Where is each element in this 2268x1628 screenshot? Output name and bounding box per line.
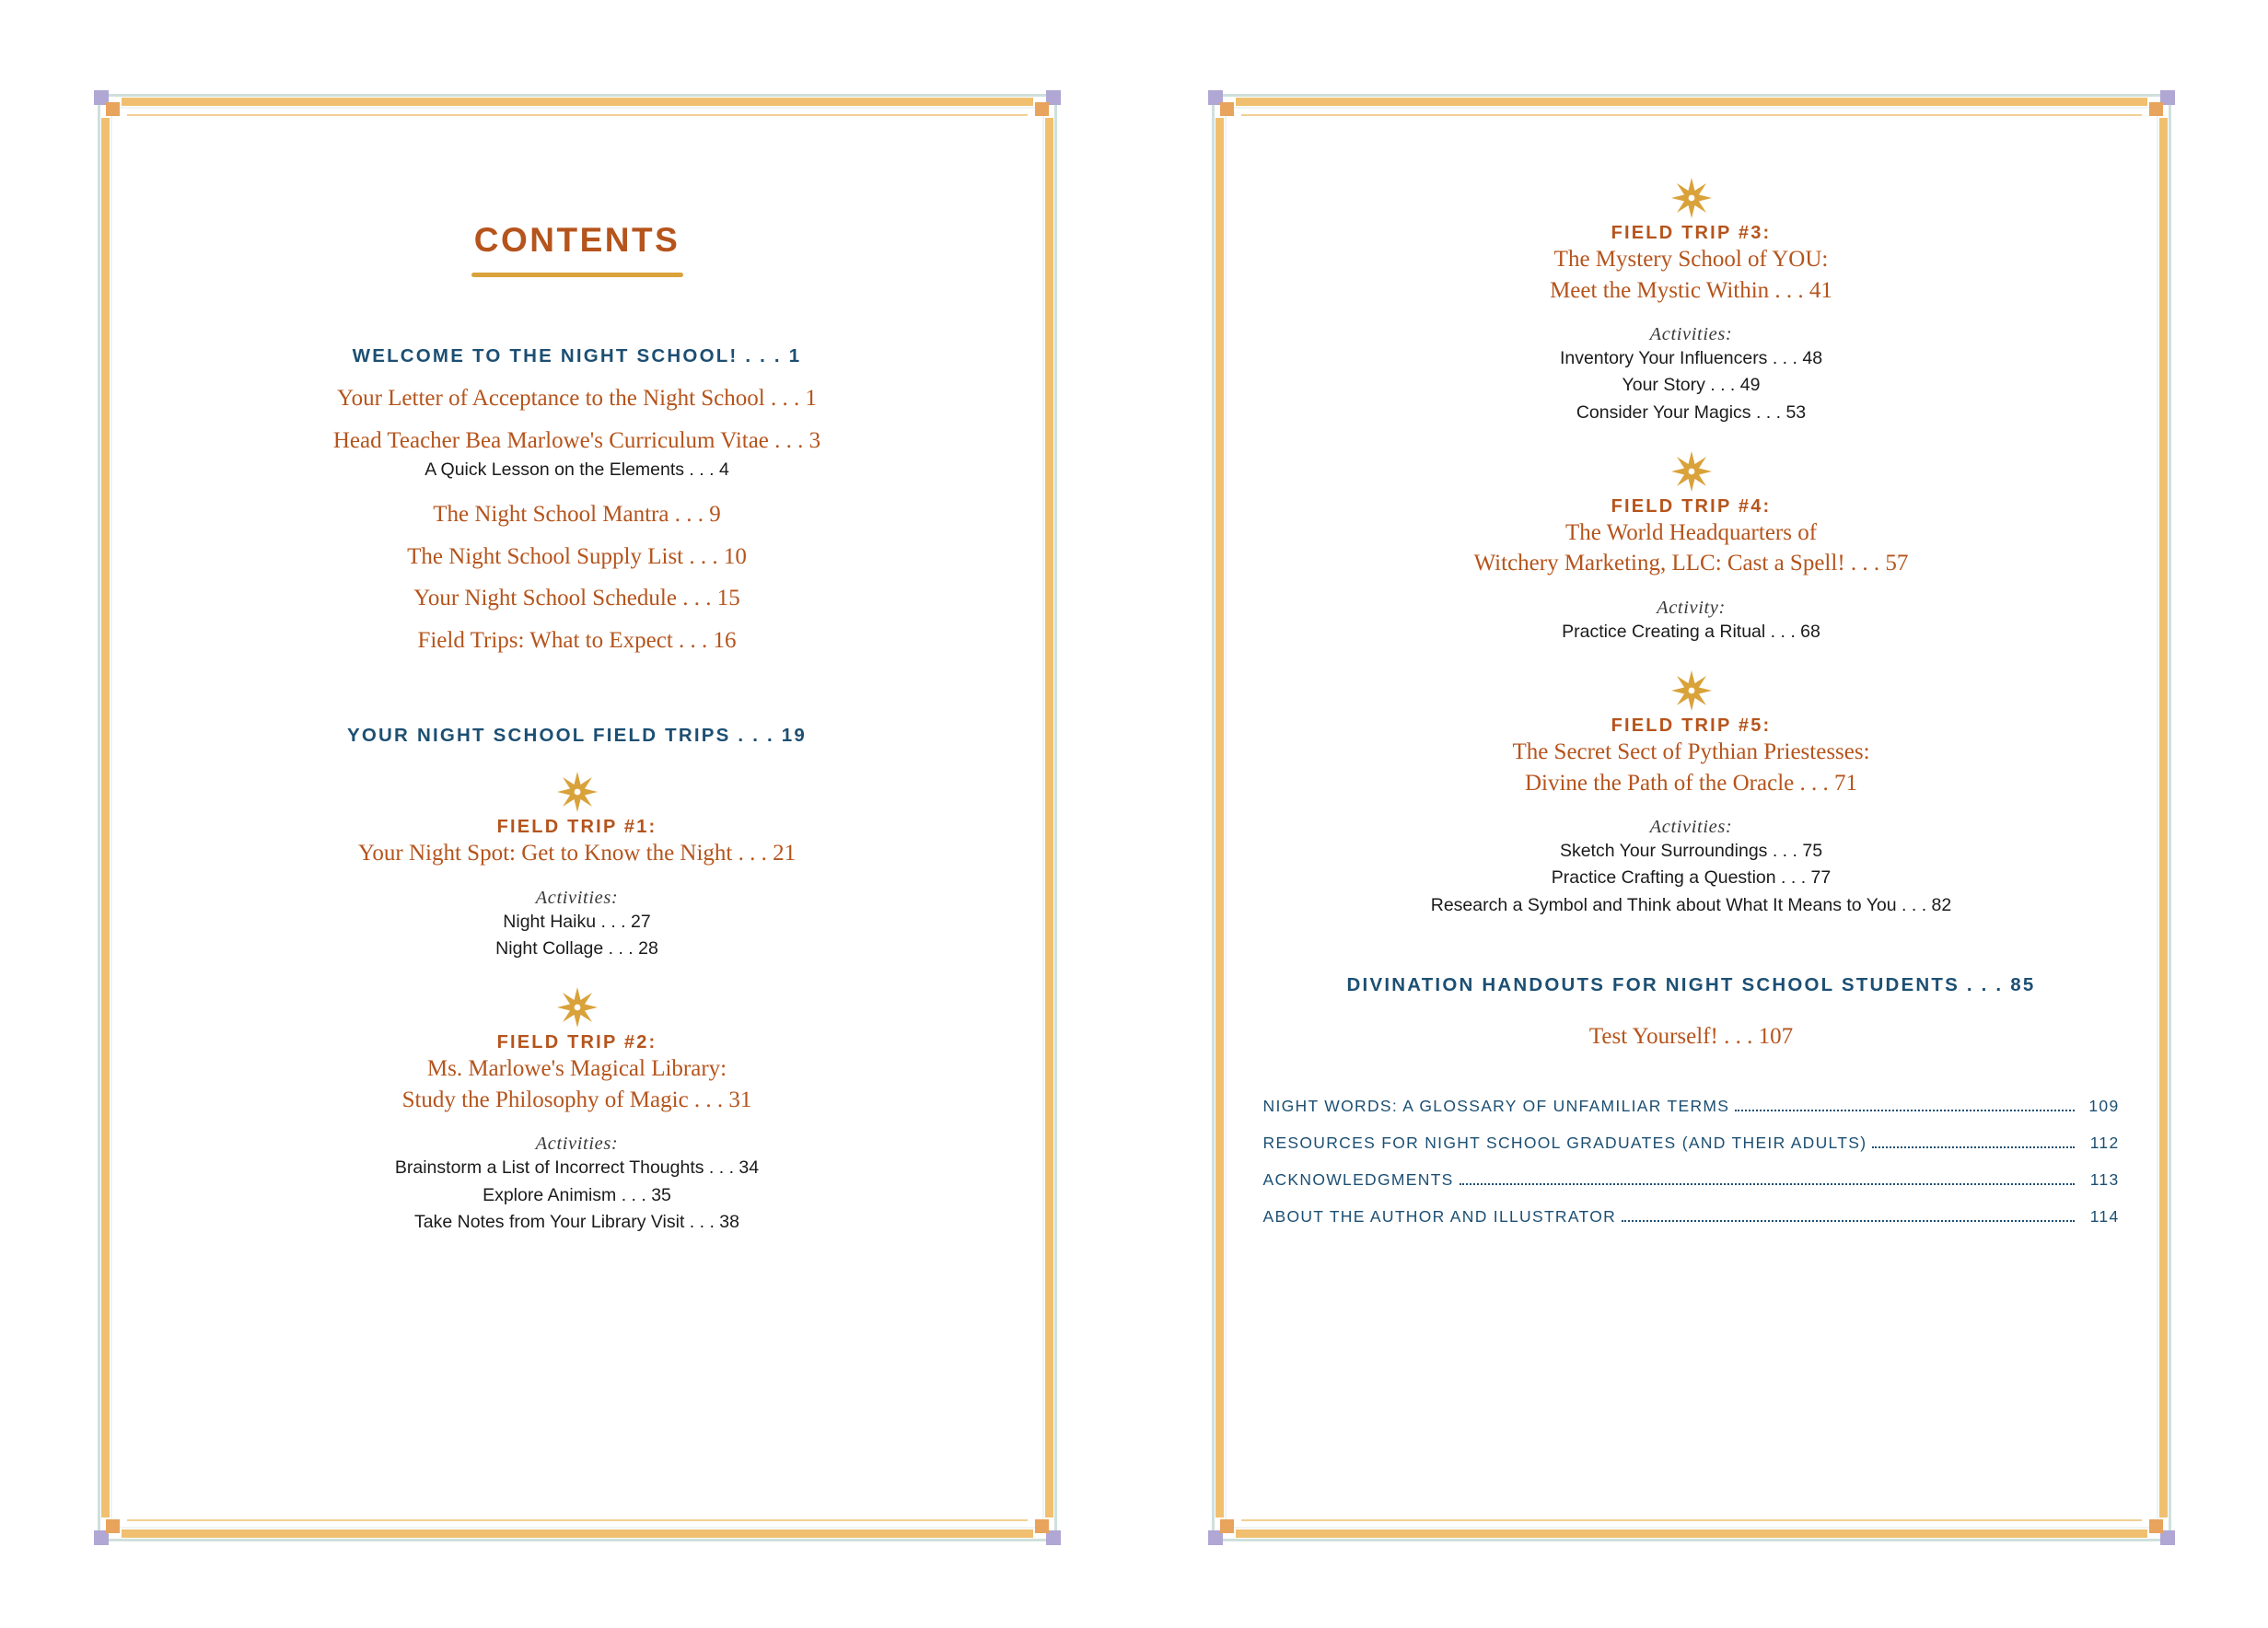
field-trip-title[interactable]: Witchery Marketing, LLC: Cast a Spell! . . . 57 xyxy=(1473,551,1909,576)
field-trip-label: FIELD TRIP #2: xyxy=(496,1032,657,1053)
left-page-content xyxy=(149,136,1006,1499)
activity-entry[interactable]: Consider Your Magics . . . 53 xyxy=(1576,401,1807,423)
toc-entry[interactable]: The Night School Supply List . . . 10 xyxy=(407,543,747,569)
activity-entry[interactable]: Take Notes from Your Library Visit . . . 38 xyxy=(414,1211,739,1232)
section-heading-divination-handouts[interactable]: DIVINATION HANDOUTS FOR NIGHT SCHOOL STUDENTS . . . 85 xyxy=(1346,973,2036,995)
star-icon xyxy=(1670,669,1713,712)
back-matter-row[interactable] xyxy=(1263,1170,2120,1191)
activity-entry[interactable]: Sketch Your Surroundings . . . 75 xyxy=(1559,841,1823,861)
toc-entry[interactable]: Your Night School Schedule . . . 15 xyxy=(413,586,740,611)
back-matter-page: 109 xyxy=(2088,1097,2120,1116)
right-page xyxy=(1199,81,2184,1554)
field-trip-title[interactable]: Your Night Spot: Get to Know the Night . . . 21 xyxy=(357,841,797,866)
activities-label: Activities: xyxy=(1649,324,1733,344)
star-icon xyxy=(1670,450,1713,493)
star-icon xyxy=(556,986,599,1029)
field-trip-title[interactable]: The Mystery School of YOU: xyxy=(1553,247,1829,272)
dot-leader xyxy=(1735,1110,2074,1111)
dot-leader xyxy=(1872,1146,2074,1148)
back-matter-row[interactable] xyxy=(1263,1134,2120,1154)
left-page xyxy=(85,81,1070,1554)
dot-leader xyxy=(1460,1183,2075,1185)
field-trip-title[interactable]: The Secret Sect of Pythian Priestesses: xyxy=(1512,739,1870,764)
activity-entry[interactable]: Inventory Your Influencers . . . 48 xyxy=(1559,348,1823,368)
toc-subentry[interactable]: A Quick Lesson on the Elements . . . 4 xyxy=(425,459,729,480)
section-heading-field-trips[interactable]: YOUR NIGHT SCHOOL FIELD TRIPS . . . 19 xyxy=(347,725,807,747)
corner-ornament-bottom-left xyxy=(94,1518,122,1545)
section-heading-welcome[interactable]: WELCOME TO THE NIGHT SCHOOL! . . . 1 xyxy=(352,345,802,366)
activity-entry[interactable]: Your Story . . . 49 xyxy=(1622,375,1761,396)
toc-entry[interactable]: Your Letter of Acceptance to the Night School . . . 1 xyxy=(337,386,817,411)
corner-ornament-top-right xyxy=(1033,90,1061,118)
back-matter-label: ABOUT THE AUTHOR AND ILLUSTRATOR xyxy=(1262,1207,1617,1227)
field-trip-title[interactable]: Meet the Mystic Within . . . 41 xyxy=(1550,277,1832,303)
field-trip-title[interactable]: Study the Philosophy of Magic . . . 31 xyxy=(401,1087,752,1112)
activities-label: Activities: xyxy=(535,887,619,908)
activity-entry[interactable]: Research a Symbol and Think about What It Means to You . . . 82 xyxy=(1430,894,1952,915)
corner-ornament-top-right xyxy=(2147,90,2175,118)
corner-ornament-bottom-right xyxy=(2147,1518,2175,1545)
corner-ornament-top-left xyxy=(94,90,122,118)
back-matter-label: RESOURCES FOR NIGHT SCHOOL GRADUATES (AND THEIR ADULTS) xyxy=(1262,1134,1867,1153)
back-matter-page: 112 xyxy=(2089,1134,2120,1153)
activity-entry[interactable]: Brainstorm a List of Incorrect Thoughts . . . 34 xyxy=(394,1157,760,1179)
field-trip-label: FIELD TRIP #1: xyxy=(496,817,657,838)
corner-ornament-bottom-right xyxy=(1033,1518,1061,1545)
field-trip-label: FIELD TRIP #5: xyxy=(1611,715,1772,736)
corner-ornament-top-left xyxy=(1208,90,1236,118)
field-trip-title[interactable]: The World Headquarters of xyxy=(1564,519,1818,545)
field-trip-label: FIELD TRIP #3: xyxy=(1611,223,1772,243)
activities-label: Activity: xyxy=(1657,597,1726,618)
toc-entry[interactable]: Field Trips: What to Expect . . . 16 xyxy=(417,627,737,653)
toc-entry[interactable]: The Night School Mantra . . . 9 xyxy=(433,502,721,528)
back-matter-row[interactable] xyxy=(1263,1207,2120,1227)
star-icon xyxy=(556,771,599,813)
star-icon xyxy=(1670,177,1713,219)
activity-entry[interactable]: Practice Crafting a Question . . . 77 xyxy=(1551,867,1832,889)
right-page-content xyxy=(1263,136,2120,1499)
activity-entry[interactable]: Practice Creating a Ritual . . . 68 xyxy=(1562,621,1820,642)
corner-ornament-bottom-left xyxy=(1208,1518,1236,1545)
activities-label: Activities: xyxy=(1649,817,1733,837)
back-matter-page: 113 xyxy=(2089,1170,2120,1190)
back-matter-list xyxy=(1263,1097,2120,1227)
toc-entry-test-yourself[interactable]: Test Yourself! . . . 107 xyxy=(1588,1023,1794,1049)
activity-entry[interactable]: Night Collage . . . 28 xyxy=(495,938,658,959)
back-matter-label: ACKNOWLEDGMENTS xyxy=(1262,1170,1454,1190)
back-matter-row[interactable] xyxy=(1263,1097,2120,1117)
activities-label: Activities: xyxy=(535,1134,619,1155)
toc-entry[interactable]: Head Teacher Bea Marlowe's Curriculum Vitae . . . 3 xyxy=(332,427,821,453)
back-matter-page: 114 xyxy=(2089,1207,2120,1227)
activity-entry[interactable]: Night Haiku . . . 27 xyxy=(503,911,651,932)
page-title: CONTENTS xyxy=(473,221,680,259)
activity-entry[interactable]: Explore Animism . . . 35 xyxy=(483,1184,671,1205)
dot-leader xyxy=(1622,1220,2074,1222)
field-trip-label: FIELD TRIP #4: xyxy=(1611,495,1772,517)
back-matter-label: NIGHT WORDS: A GLOSSARY OF UNFAMILIAR TERMS xyxy=(1262,1097,1730,1116)
field-trip-title[interactable]: Ms. Marlowe's Magical Library: xyxy=(426,1056,727,1082)
field-trip-title[interactable]: Divine the Path of the Oracle . . . 71 xyxy=(1524,770,1857,796)
